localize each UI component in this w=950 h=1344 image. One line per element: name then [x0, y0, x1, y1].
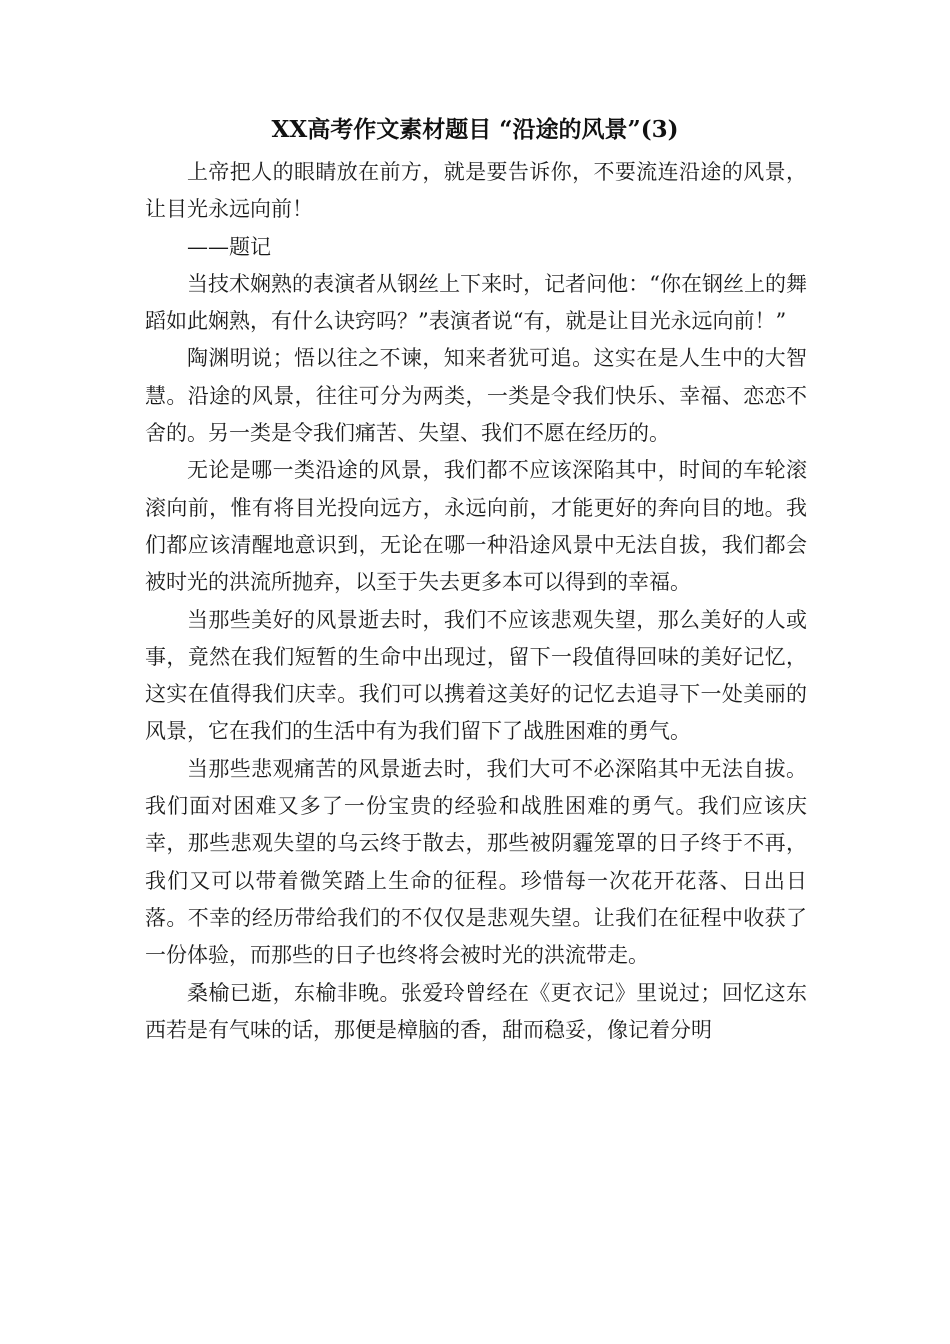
document-body: [145, 154, 807, 1049]
paragraph: 陶渊明说；悟以往之不谏，知来者犹可追。这实在是人生中的大智慧。沿途的风景，往往可分为两类，一类是令我们快乐、幸福、恋恋不舍的。另一类是令我们痛苦、失望、我们不愿在经历的。: [145, 346, 807, 446]
paragraph: 桑榆已逝，东榆非晚。张爱玲曾经在《更衣记》里说过；回忆这东西若是有气味的话，那便是樟脑的香，甜而稳妥，像记着分明: [145, 980, 807, 1042]
paragraph: 当技术娴熟的表演者从钢丝上下来时，记者问他：“你在钢丝上的舞蹈如此娴熟，有什么诀窍吗？”表演者说“有，就是让目光永远向前！”: [145, 271, 807, 334]
document-title: XX高考作文素材题目 “沿途的风景”(3): [271, 116, 679, 143]
paragraph-epigraph: 上帝把人的眼睛放在前方，就是要告诉你，不要流连沿途的风景，让目光永远向前！: [145, 160, 807, 222]
paragraph: 无论是哪一类沿途的风景，我们都不应该深陷其中，时间的车轮滚滚向前，惟有将目光投向远方，永远向前，才能更好的奔向目的地。我们都应该清醒地意识到，无论在哪一种沿途风景中无法自拔，我们都会被时光的洪流所抛弃，以至于失去更多本可以得到的幸福。: [145, 458, 807, 595]
paragraph: 当那些悲观痛苦的风景逝去时，我们大可不必深陷其中无法自拔。我们面对困难又多了一份宝贵的经验和战胜困难的勇气。我们应该庆幸，那些悲观失望的乌云终于散去，那些被阴霾笼罩的日子终于不再，我们又可以带着微笑踏上生命的征程。珍惜每一次花开花落、日出日落。不幸的经历带给我们的不仅仅是悲观失望。让我们在征程中收获了一份体验，而那些的日子也终将会被时光的洪流带走。: [145, 756, 807, 968]
paragraph: 当那些美好的风景逝去时，我们不应该悲观失望，那么美好的人或事，竟然在我们短暂的生命中出现过，留下一段值得回味的美好记忆，这实在值得我们庆幸。我们可以携着这美好的记忆去追寻下一处美丽的风景，它在我们的生活中有为我们留下了战胜困难的勇气。: [145, 607, 807, 744]
paragraph-epigraph-attribution: ——题记: [187, 234, 271, 259]
